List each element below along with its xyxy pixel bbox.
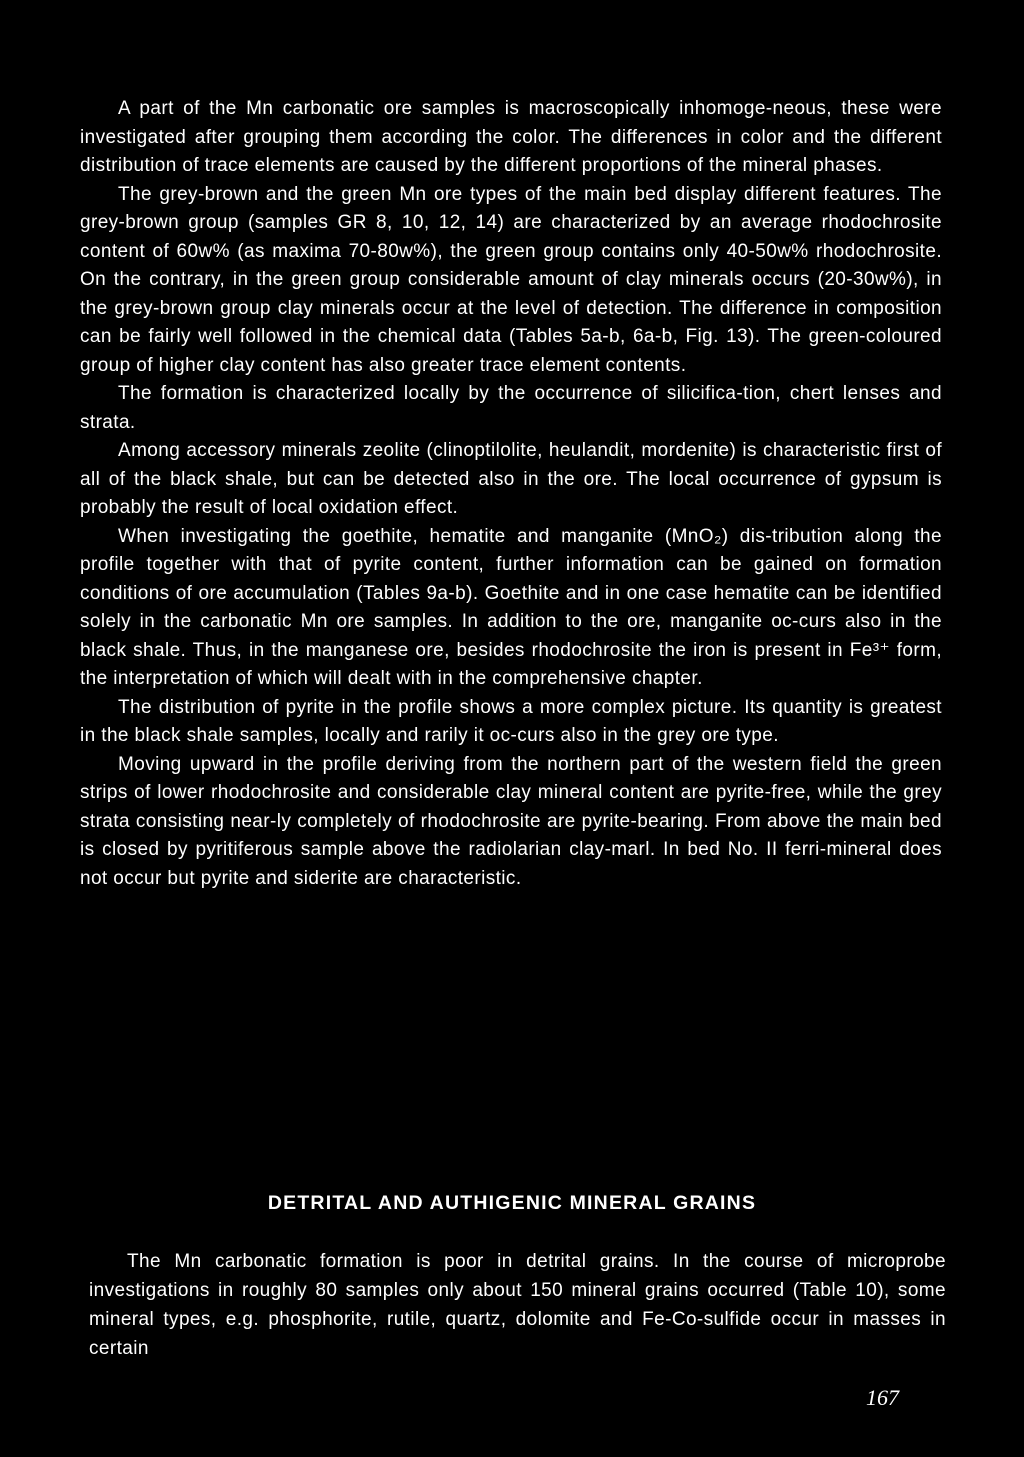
section-heading: DETRITAL AND AUTHIGENIC MINERAL GRAINS bbox=[267, 1192, 757, 1214]
paragraph: The Mn carbonatic formation is poor in detrital grains. In the course of microprobe investigations in roughly 80 samples only about 150 mineral grains occurred (Table 10), some mineral types, e.g. phosphorite, rutile, quartz, dolomite and Fe-Co-sulfide occur in masses in certain bbox=[89, 1251, 946, 1359]
body-text bbox=[80, 95, 942, 893]
paragraph: The distribution of pyrite in the profile shows a more complex picture. Its quantity is greatest in the black shale samples, locally and rarily it oc-curs also in the grey ore type. bbox=[80, 696, 942, 746]
page-number: 167 bbox=[866, 1385, 899, 1410]
paragraph: Among accessory minerals zeolite (clinoptilolite, heulandit, mordenite) is characteristic first of all of the black shale, but can be detected also in the ore. The local occurrence of gypsum is probably the result of local oxidation effect. bbox=[80, 440, 942, 518]
paragraph: When investigating the goethite, hematite and manganite (MnO₂) dis-tribution along the profile together with that of pyrite content, further information can be gained on formation conditions of ore accumulation (Tables 9a-b). Goethite and in one case hematite can be identified solely in the carbonatic Mn ore samples. In addition to the ore, manganite oc-curs also in the black shale. Thus, in the manganese ore, besides rhodochrosite the iron is present in Fe³⁺ form, the interpretation of which will dealt with in the comprehensive chapter. bbox=[80, 525, 942, 689]
paragraph: The formation is characterized locally by the occurrence of silicifica-tion, chert lenses and strata. bbox=[80, 383, 942, 433]
paragraph: The grey-brown and the green Mn ore types of the main bed display different features. The grey-brown group (samples GR 8, 10, 12, 14) are characterized by an average rhodochrosite content of 60w% (as maxima 70-80w%), the green group contains only 40-50w% rhodochrosite. On the contrary, in the green group considerable amount of clay minerals occurs (20-30w%), in the grey-brown group clay minerals occur at the level of detection. The difference in composition can be fairly well followed in the chemical data (Tables 5a-b, 6a-b, Fig. 13). The green-coloured group of higher clay content has also greater trace element contents. bbox=[80, 183, 942, 376]
section-body-text bbox=[89, 1247, 946, 1363]
paragraph: A part of the Mn carbonatic ore samples is macroscopically inhomoge-neous, these were investigated after grouping them according the color. The differences in color and the different distribution of trace elements are caused by the different proportions of the mineral phases. bbox=[80, 98, 942, 176]
paragraph: Moving upward in the profile deriving from the northern part of the western field the green strips of lower rhodochrosite and considerable clay mineral content are pyrite-free, while the grey strata consisting near-ly completely of rhodochrosite are pyrite-bearing. From above the main bed is closed by pyritiferous sample above the radiolarian clay-marl. In bed No. II ferri-mineral does not occur but pyrite and siderite are characteristic. bbox=[80, 753, 942, 889]
